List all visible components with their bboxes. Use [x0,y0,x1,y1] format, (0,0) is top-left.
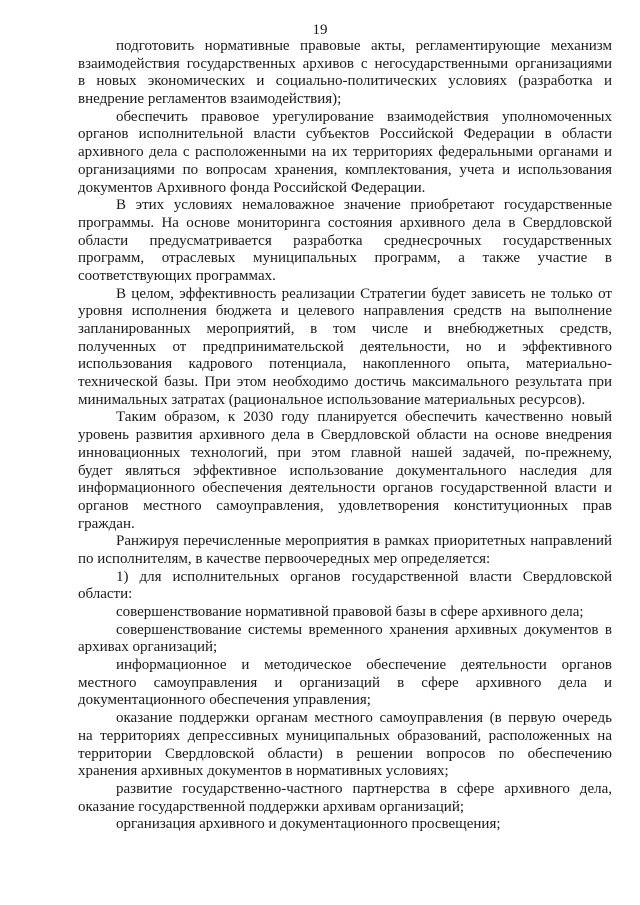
text-line: совершенствование системы временного хранения архивных документов в [116,621,612,638]
paragraph-p8 [78,604,612,622]
text-line: информационного обеспечения деятельности органов государственной власти и [78,480,612,497]
paragraph-p1 [78,38,612,109]
paragraph-p6 [78,533,612,568]
text-line: Таким образом, к 2030 году планируется обеспечить качественно новый [116,409,612,426]
text-line: местного самоуправления и организаций в сфере архивного дела и [78,674,612,691]
text-line: подготовить нормативные правовые акты, регламентирующие механизм [116,38,612,54]
text-line: территории Свердловской области) в решении вопросов по обеспечению [78,745,612,762]
page-number: 19 [312,22,328,38]
paragraph-p13 [78,816,612,834]
paragraph-p4 [78,286,612,410]
text-line: 1) для исполнительных органов государственной власти Свердловской [116,568,612,585]
text-line: архивного дела с расположенными на их территориях федеральными органами и [78,144,612,161]
text-line: на территориях депрессивных муниципальных образований, расположенных на [78,727,612,744]
text-line: инновационных технологий, при этом главной нашей задачей, по-прежнему, [78,444,612,461]
paragraph-p11 [78,710,612,781]
text-line: соответствующих программах. [78,267,276,284]
text-line: оказание государственной поддержки архивам организаций; [78,798,465,815]
text-line: В этих условиях немаловажное значение приобретают государственные [116,197,612,214]
text-line: программ, отраслевых муниципальных программ, а также участие в [78,250,612,267]
paragraph-p5 [78,409,612,533]
paragraph-p9 [78,622,612,657]
text-line: уровень развития архивного дела в Свердловской области на основе внедрения [78,427,612,444]
text-line: по исполнителям, в качестве первоочередных мер определяется: [78,550,491,567]
text-line: органов исполнительной власти субъектов Российской Федерации в области [78,126,612,143]
paragraph-p12 [78,781,612,816]
paragraph-p2 [78,109,612,197]
text-line: совершенствование нормативной правовой базы в сфере архивного дела; [116,604,584,620]
text-line: внедрение регламентов взаимодействия); [78,91,342,108]
document-body [78,38,612,834]
text-line: технической базы. При этом необходимо достичь максимального результата при [78,374,612,391]
text-line: в новых экономических и социально-политических условиях (разработка и [78,73,612,90]
text-line: хранения архивных документов в нормативных условиях; [78,763,449,780]
text-line: области: [78,586,133,603]
text-line: использования кадрового потенциала, накопленного опыта, материально- [78,356,612,373]
text-line: документов Архивного фонда Российской Федерации. [78,179,426,196]
text-line: архивах организаций; [78,639,218,656]
text-line: области предусматривается разработка среднесрочных государственных [78,232,612,249]
text-line: В целом, эффективность реализации Стратегии будет зависеть не только от [116,285,612,302]
text-line: органов местного самоуправления, удовлетворения конституционных прав [78,497,612,514]
text-line: Ранжируя перечисленные мероприятия в рамках приоритетных направлений [116,533,612,550]
text-line: организация архивного и документационного просвещения; [116,816,501,833]
text-line: полученных от предпринимательской деятельности, но и эффективного [78,338,612,355]
text-line: будет являться эффективное использование документального наследия для [78,462,612,479]
text-line: информационное и методическое обеспечение деятельности органов [116,657,612,674]
text-line: граждан. [78,515,135,532]
text-line: документационного обеспечения управления; [78,692,371,709]
text-line: минимальных затратах (рациональное использование материальных ресурсов). [78,391,586,408]
text-line: организациями по вопросам хранения, комплектования, учета и использования [78,161,612,178]
text-line: развитие государственно-частного партнерства в сфере архивного дела, [116,780,612,797]
text-line: взаимодействия государственных архивов с негосударственными организациями [78,55,612,72]
paragraph-p3 [78,197,612,285]
paragraph-p7 [78,569,612,604]
text-line: обеспечить правовое урегулирование взаимодействия уполномоченных [116,108,612,125]
text-line: уровня исполнения бюджета и целевого направления средств на выполнение [78,303,612,320]
paragraph-p10 [78,657,612,710]
text-line: запланированных мероприятий, в том числе и внебюджетных средств, [78,321,612,337]
text-line: оказание поддержки органам местного самоуправления (в первую очередь [116,710,612,727]
text-line: программы. На основе мониторинга состояния архивного дела в Свердловской [78,214,612,231]
